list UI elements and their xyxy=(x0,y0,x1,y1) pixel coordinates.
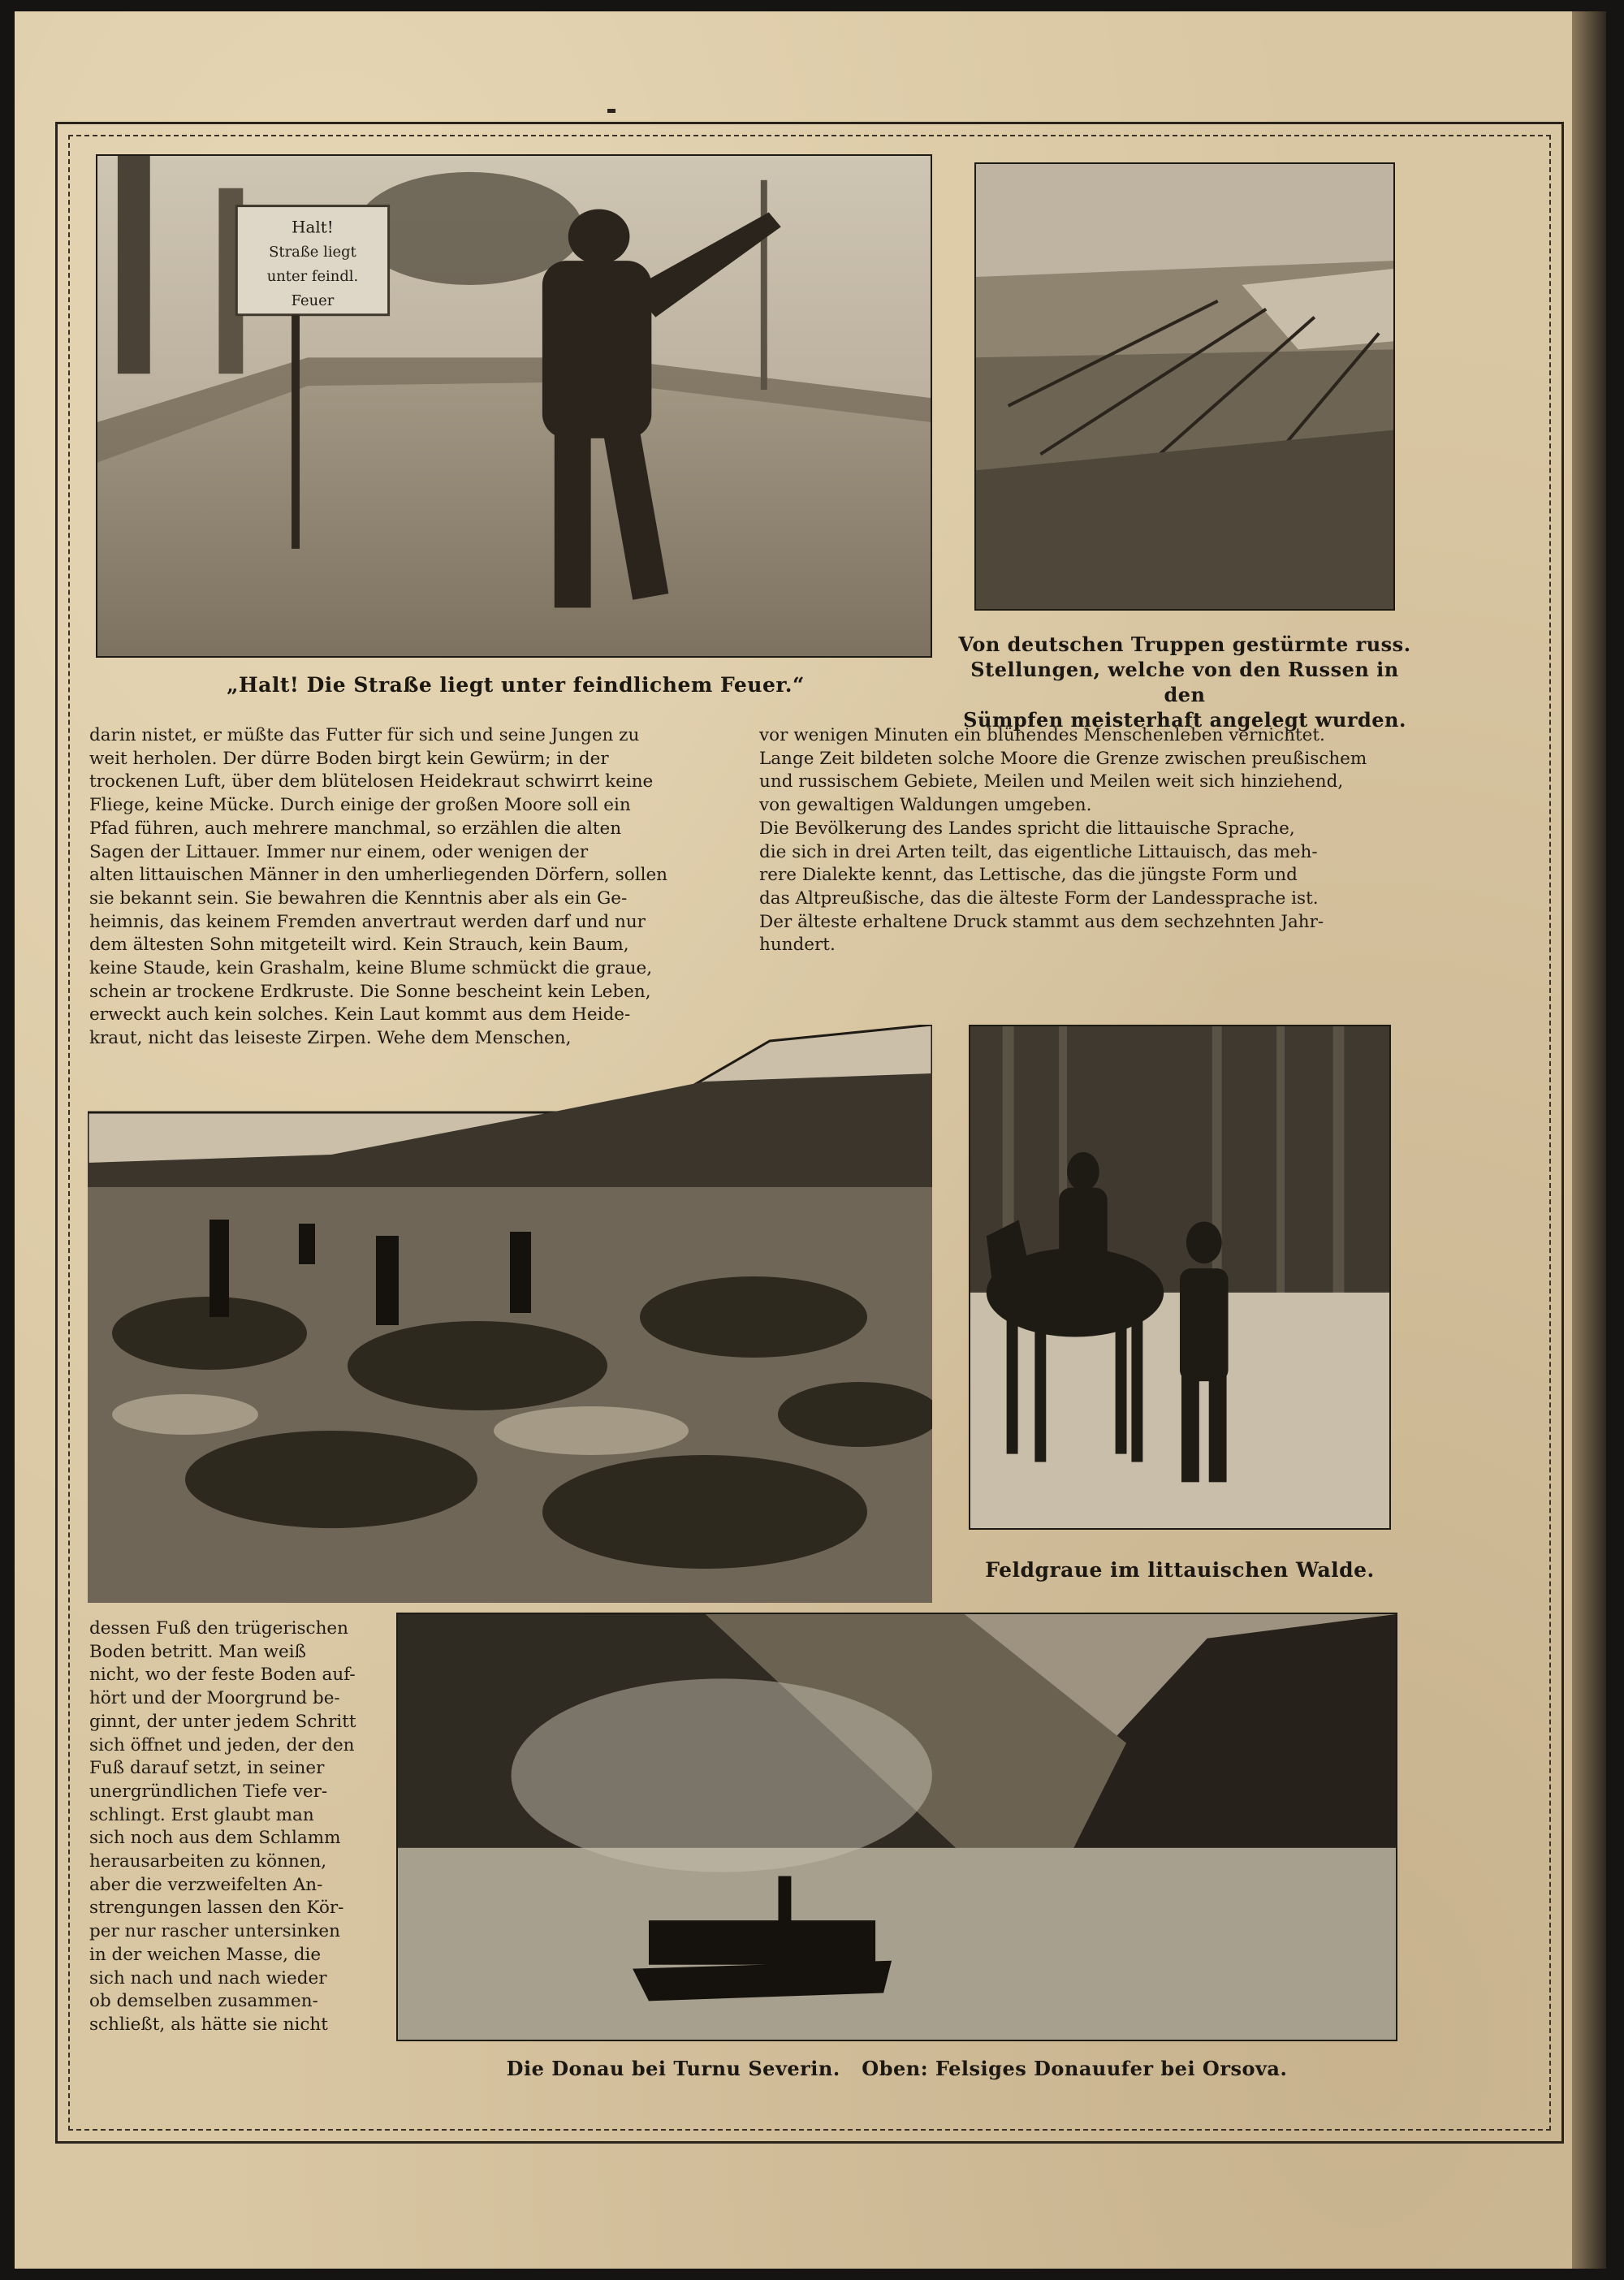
text-bottom-line: schließt, als hätte sie nicht xyxy=(89,2014,328,2035)
text-left-line: dem ältesten Sohn mitgeteilt wird. Kein Strauch, kein Baum, xyxy=(89,935,629,956)
text-left-line: sie bekannt sein. Sie bewahren die Kenntnis aber als ein Ge- xyxy=(89,887,628,909)
halt-sign xyxy=(236,206,388,315)
photo-soldiers-forest xyxy=(969,1025,1391,1530)
text-bottom-line: sich nach und nach wieder xyxy=(89,1967,327,1989)
sign-line-4: Feuer xyxy=(291,291,335,309)
sign-line-3: unter feindl. xyxy=(266,268,359,285)
caption-stellungen-line-2: Stellungen, welche von den Russen in den xyxy=(970,658,1399,706)
text-right-line: vor wenigen Minuten ein blühendes Menschenleben vernichtet. xyxy=(759,725,1325,745)
text-bottom-line: schlingt. Erst glaubt man xyxy=(89,1804,314,1825)
text-left-line: schein ar trockene Erdkruste. Die Sonne bescheint kein Leben, xyxy=(89,981,651,1002)
text-bottom-line: strengungen lassen den Kör- xyxy=(89,1898,344,1919)
text-bottom-line: hört und der Moorgrund be- xyxy=(89,1688,340,1709)
text-right-line: von gewaltigen Waldungen umgeben. xyxy=(759,795,1092,816)
caption-halt: „Halt! Die Straße liegt unter feindlichem Feuer.“ xyxy=(227,673,805,697)
text-bottom-line: ob demselben zusammen- xyxy=(89,1991,318,2012)
text-left-line: keine Staude, kein Grashalm, keine Blume schmückt die graue, xyxy=(89,958,653,979)
text-left-line: alten littauischen Männer in den umherliegenden Dörfern, sollen xyxy=(89,865,668,886)
page-edge-shadow xyxy=(1572,11,1606,2269)
text-bottom-line: nicht, wo der feste Boden auf- xyxy=(89,1665,356,1686)
photo-danube-steamer xyxy=(396,1613,1397,2041)
text-left-line: kraut, nicht das leiseste Zirpen. Wehe dem Menschen, xyxy=(89,1028,572,1049)
text-right-line: die sich in drei Arten teilt, das eigentliche Littauisch, das meh- xyxy=(759,841,1318,862)
text-right-line: rere Dialekte kennt, das Lettische, das die jüngste Form und xyxy=(759,865,1298,886)
text-bottom-line: dessen Fuß den trügerischen xyxy=(89,1618,348,1639)
caption-donau: Die Donau bei Turnu Severin. Oben: Felsiges Donauufer bei Orsova. xyxy=(506,2057,1288,2080)
sign-line-2: Straße liegt xyxy=(269,244,356,261)
text-right-line: hundert. xyxy=(759,935,836,956)
text-left-line: Fliege, keine Mücke. Durch einige der großen Moore soll ein xyxy=(89,795,631,816)
text-right-line: das Altpreußische, das die älteste Form der Landessprache ist. xyxy=(759,887,1319,909)
text-bottom-line: Boden betritt. Man weiß xyxy=(89,1641,307,1662)
text-left-line: heimnis, das keinem Fremden anvertraut werden darf und nur xyxy=(89,911,646,932)
text-bottom-line: unergründlichen Tiefe ver- xyxy=(89,1781,328,1802)
text-bottom-line: sich öffnet und jeden, der den xyxy=(89,1734,355,1755)
printer-mark xyxy=(607,109,615,113)
text-bottom-line: aber die verzweifelten An- xyxy=(89,1874,323,1895)
text-left-line: weit herholen. Der dürre Boden birgt kein Gewürm; in der xyxy=(89,748,609,769)
text-right-line: Lange Zeit bildeten solche Moore die Grenze zwischen preußischem xyxy=(759,748,1367,769)
photo-halt-sign-soldier xyxy=(96,154,932,658)
article-text-left xyxy=(89,724,733,1051)
text-bottom-line: in der weichen Masse, die xyxy=(89,1944,322,1965)
photo-russian-positions xyxy=(974,162,1395,611)
text-right-line: Die Bevölkerung des Landes spricht die littauische Sprache, xyxy=(759,818,1295,839)
caption-feldgraue: Feldgraue im littauischen Walde. xyxy=(985,1558,1375,1582)
caption-stellungen-line-3: Sümpfen meisterhaft angelegt wurden. xyxy=(963,708,1406,732)
photo-rocky-danube-shore xyxy=(88,1025,932,1603)
text-bottom-line: sich noch aus dem Schlamm xyxy=(89,1828,341,1849)
article-text-right xyxy=(759,724,1403,957)
sign-line-1: Halt! xyxy=(292,218,334,237)
caption-stellungen xyxy=(954,632,1415,732)
text-bottom-line: Fuß darauf setzt, in seiner xyxy=(89,1758,325,1779)
text-left-line: Pfad führen, auch mehrere manchmal, so erzählen die alten xyxy=(89,818,622,839)
text-bottom-line: herausarbeiten zu können, xyxy=(89,1851,327,1872)
text-right-line: und russischem Gebiete, Meilen und Meilen weit sich hinziehend, xyxy=(759,771,1344,792)
text-bottom-line: per nur rascher untersinken xyxy=(89,1921,340,1942)
text-right-line: Der älteste erhaltene Druck stammt aus dem sechzehnten Jahr- xyxy=(759,911,1324,932)
text-left-line: trockenen Luft, über dem blütelosen Heidekraut schwirrt keine xyxy=(89,771,654,792)
caption-stellungen-line-1: Von deutschen Truppen gestürmte russ. xyxy=(958,633,1411,656)
text-left-line: erweckt auch kein solches. Kein Laut kommt aus dem Heide- xyxy=(89,1004,631,1026)
text-left-line: darin nistet, er müßte das Futter für sich und seine Jungen zu xyxy=(89,725,640,745)
article-text-bottom xyxy=(89,1617,369,2037)
text-bottom-line: ginnt, der unter jedem Schritt xyxy=(89,1711,356,1732)
text-left-line: Sagen der Littauer. Immer nur einem, oder wenigen der xyxy=(89,841,589,862)
